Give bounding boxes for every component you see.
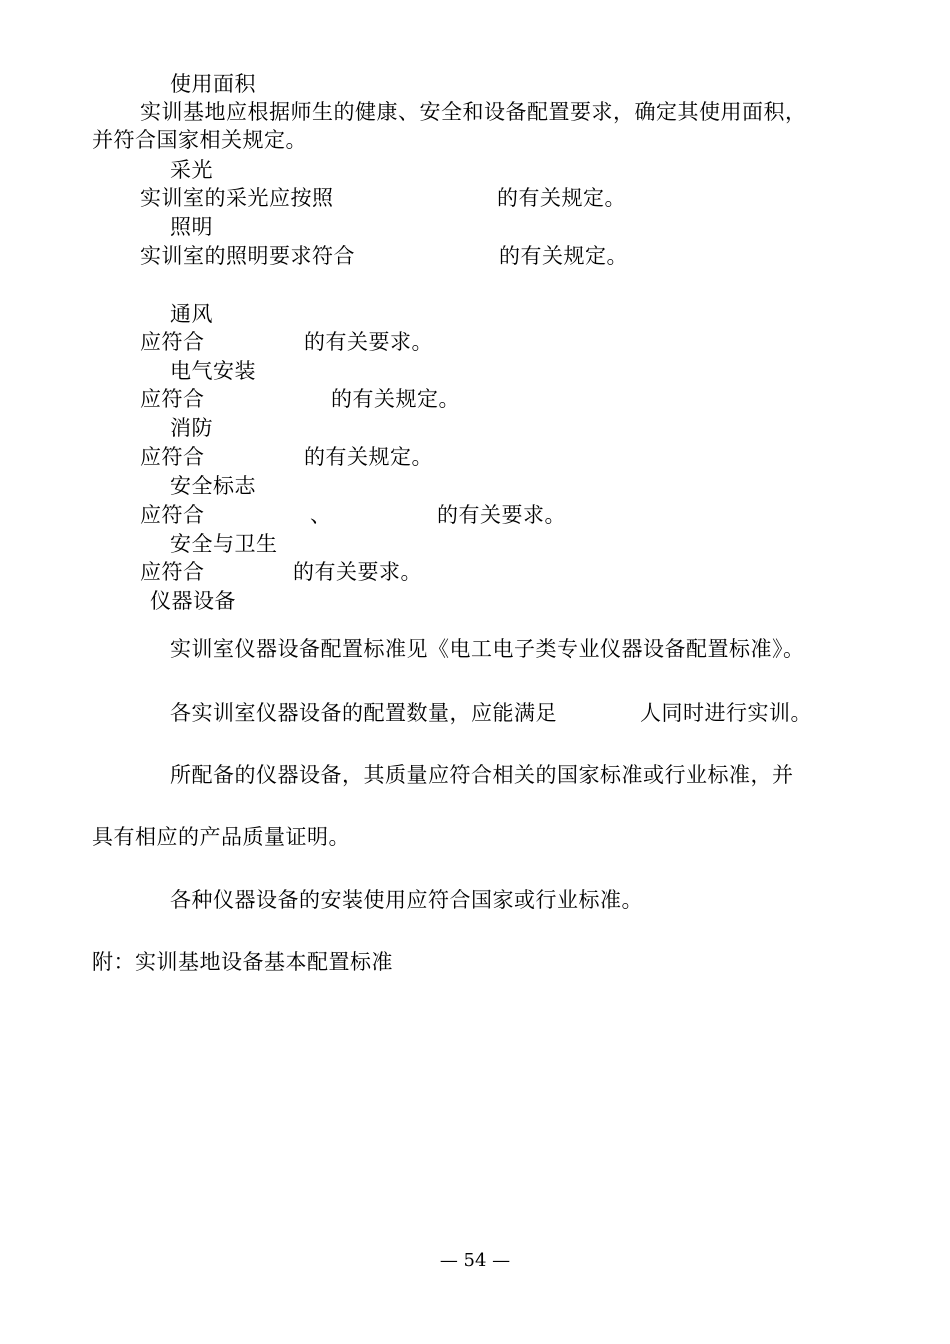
heading-illumination: 照明 <box>170 215 213 239</box>
safety-signs-text-start: 应符合 <box>140 503 205 527</box>
paragraph-equipment-quality-line1: 所配备的仪器设备，其质量应符合相关的国家标准或行业标准，并 <box>170 763 794 787</box>
ventilation-text-end: 的有关要求。 <box>304 330 433 354</box>
paragraph-equipment-standard: 实训室仪器设备配置标准见《电工电子类专业仪器设备配置标准》。 <box>170 637 805 661</box>
ventilation-text-start: 应符合 <box>140 330 205 354</box>
safety-hygiene-text-start: 应符合 <box>140 560 205 584</box>
paragraph-equipment-quantity-start: 各实训室仪器设备的配置数量，应能满足 <box>170 701 557 725</box>
heading-instruments-equipment: 仪器设备 <box>150 589 236 613</box>
paragraph-use-area-line2: 并符合国家相关规定。 <box>92 128 307 152</box>
safety-signs-text-end: 的有关要求。 <box>437 503 566 527</box>
electrical-text-start: 应符合 <box>140 387 205 411</box>
appendix-title: 附：实训基地设备基本配置标准 <box>92 950 393 974</box>
heading-safety-hygiene: 安全与卫生 <box>170 532 278 556</box>
daylighting-text-end: 的有关规定。 <box>497 186 626 210</box>
heading-electrical-installation: 电气安装 <box>170 359 256 383</box>
daylighting-text-start: 实训室的采光应按照 <box>140 186 334 210</box>
safety-hygiene-text-end: 的有关要求。 <box>293 560 422 584</box>
paragraph-equipment-quantity-end: 人同时进行实训。 <box>640 701 812 725</box>
electrical-text-end: 的有关规定。 <box>331 387 460 411</box>
paragraph-use-area-line1: 实训基地应根据师生的健康、安全和设备配置要求，确定其使用面积， <box>140 100 807 124</box>
heading-safety-signs: 安全标志 <box>170 474 256 498</box>
paragraph-equipment-installation: 各种仪器设备的安装使用应符合国家或行业标准。 <box>170 888 643 912</box>
fire-protection-text-end: 的有关规定。 <box>304 445 433 469</box>
heading-daylighting: 采光 <box>170 158 213 182</box>
paragraph-equipment-quality-line2: 具有相应的产品质量证明。 <box>92 825 350 849</box>
heading-fire-protection: 消防 <box>170 416 213 440</box>
fire-protection-text-start: 应符合 <box>140 445 205 469</box>
illumination-text-start: 实训室的照明要求符合 <box>140 244 355 268</box>
heading-ventilation: 通风 <box>170 302 213 326</box>
illumination-text-end: 的有关规定。 <box>499 244 628 268</box>
safety-signs-separator: 、 <box>310 503 332 527</box>
heading-use-area: 使用面积 <box>170 72 256 96</box>
page-number: — 54 — <box>439 1250 511 1271</box>
